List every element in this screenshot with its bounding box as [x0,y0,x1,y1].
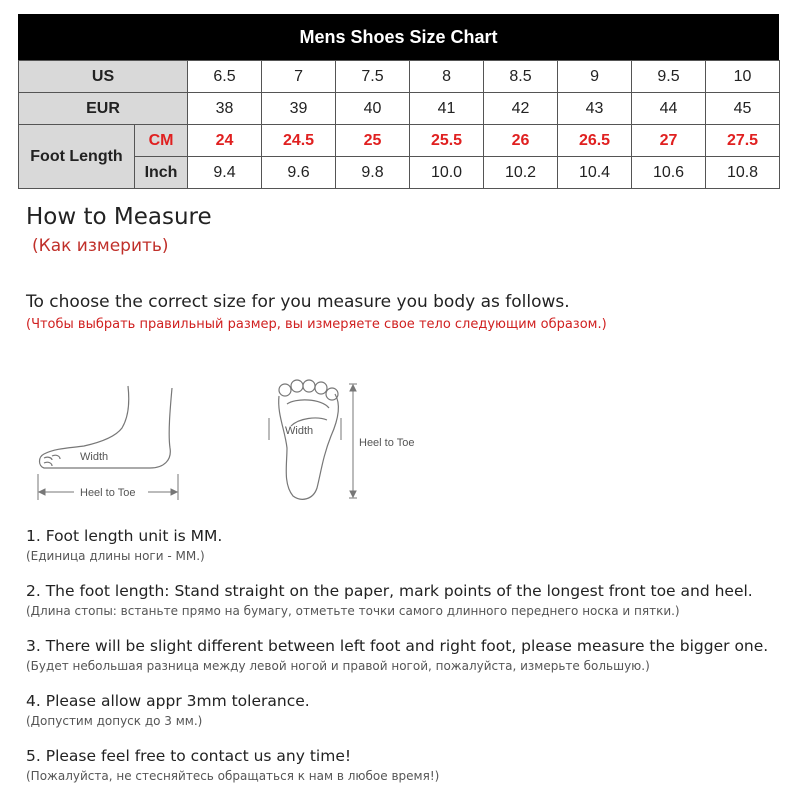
step-text: 4. Please allow appr 3mm tolerance. [26,692,310,710]
step-text: 3. There will be slight different between left foot and right foot, please measure the bigger one. [26,637,769,655]
cell-inch: 9.8 [336,157,410,189]
step-text-ru: (Пожалуйста, не стесняйтесь обращаться к нам в любое время!) [26,769,440,783]
cell-us: 9.5 [632,61,706,93]
step-text: 2. The foot length: Stand straight on the paper, mark points of the longest front toe and heel. [26,582,753,600]
cell-cm: 27 [632,125,706,157]
cell-us: 10 [706,61,780,93]
foot-side-illustration [30,384,190,504]
side-width-label: Width [80,451,109,463]
cell-cm: 27.5 [706,125,780,157]
step-text-ru: (Допустим допуск до 3 мм.) [26,714,203,728]
foot-sole-illustration [265,378,425,506]
cell-inch: 10.2 [484,157,558,189]
how-to-measure-subtitle: (Как измерить) [32,236,169,256]
cell-cm: 24 [188,125,262,157]
sole-width-label: Width [285,425,314,437]
instruction-list [26,526,786,801]
step-text-ru: (Длина стопы: встаньте прямо на бумагу, отметьте точки самого длинного переднего носка и пятки.) [26,604,680,618]
cell-inch: 9.6 [262,157,336,189]
cell-cm: 25 [336,125,410,157]
row-label-inch: Inch [135,157,188,189]
size-table [18,60,780,189]
cell-eur: 43 [558,93,632,125]
cell-us: 8 [410,61,484,93]
cell-us: 6.5 [188,61,262,93]
list-item [26,691,786,746]
cell-cm: 26.5 [558,125,632,157]
cell-eur: 39 [262,93,336,125]
cell-inch: 10.8 [706,157,780,189]
cell-cm: 24.5 [262,125,336,157]
row-label-cm: CM [135,125,188,157]
side-length-label: Heel to Toe [80,487,136,499]
sole-length-label: Heel to Toe [359,437,415,449]
size-chart [18,14,779,189]
step-text: 5. Please feel free to contact us any time! [26,747,352,765]
cell-us: 9 [558,61,632,93]
table-row-cm [19,125,780,157]
cell-inch: 10.6 [632,157,706,189]
cell-inch: 9.4 [188,157,262,189]
cell-us: 8.5 [484,61,558,93]
row-label-foot-length: Foot Length [19,125,135,189]
how-to-measure-title: How to Measure [26,204,212,230]
cell-us: 7 [262,61,336,93]
cell-cm: 26 [484,125,558,157]
cell-inch: 10.4 [558,157,632,189]
intro-text-ru: (Чтобы выбрать правильный размер, вы измеряете свое тело следующим образом.) [26,317,607,332]
step-text: 1. Foot length unit is MM. [26,527,223,545]
cell-eur: 41 [410,93,484,125]
cell-eur: 42 [484,93,558,125]
list-item [26,746,786,801]
chart-title: Mens Shoes Size Chart [18,14,779,60]
row-label-eur: EUR [19,93,188,125]
cell-eur: 44 [632,93,706,125]
list-item [26,636,786,691]
list-item [26,581,786,636]
table-row-eur [19,93,780,125]
step-text-ru: (Единица длины ноги - ММ.) [26,549,205,563]
list-item [26,526,786,581]
cell-eur: 45 [706,93,780,125]
table-row-us [19,61,780,93]
intro-text: To choose the correct size for you measure you body as follows. [26,292,570,312]
cell-inch: 10.0 [410,157,484,189]
cell-eur: 38 [188,93,262,125]
cell-us: 7.5 [336,61,410,93]
cell-eur: 40 [336,93,410,125]
row-label-us: US [19,61,188,93]
cell-cm: 25.5 [410,125,484,157]
step-text-ru: (Будет небольшая разница между левой ногой и правой ногой, пожалуйста, измерьте большую.) [26,659,650,673]
